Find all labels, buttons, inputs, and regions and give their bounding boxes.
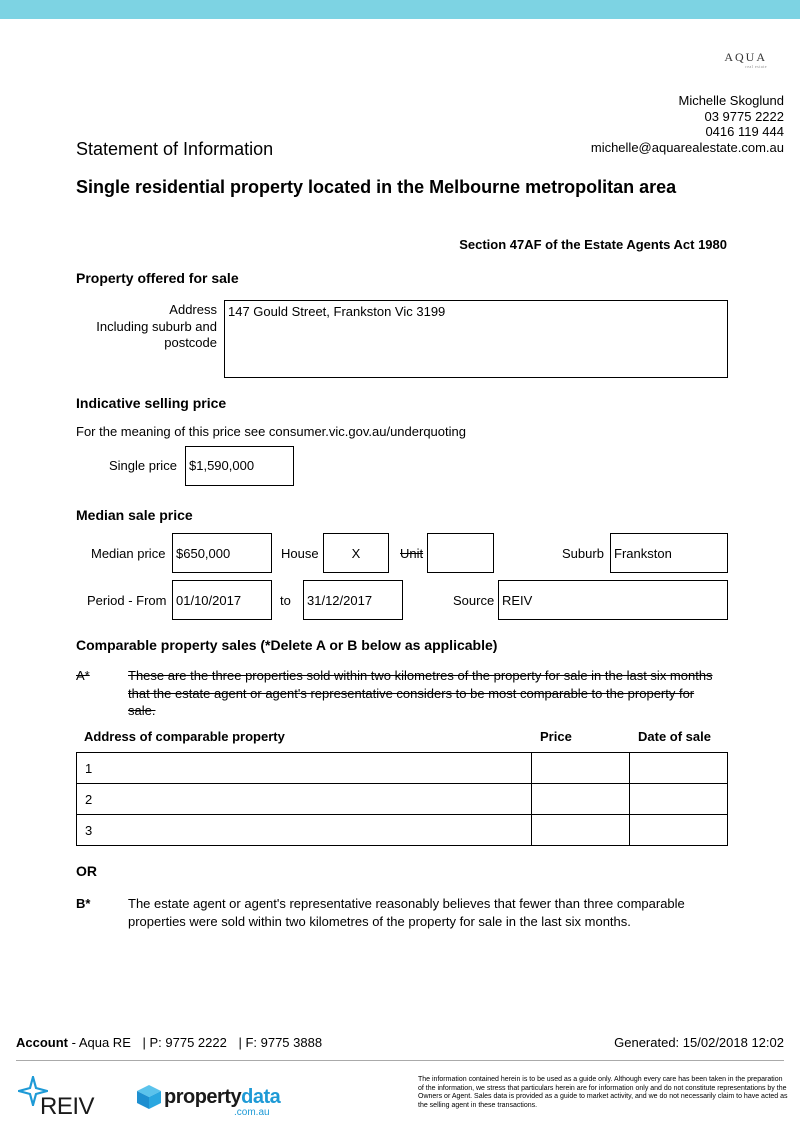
propertydata-logo-sub: .com.au xyxy=(234,1107,270,1118)
footer-divider xyxy=(16,1060,784,1061)
reiv-logo-text: REIV xyxy=(40,1093,95,1120)
median-price-heading: Median sale price xyxy=(76,507,193,523)
comparable-sales-heading: Comparable property sales (*Delete A or B below as applicable) xyxy=(76,637,498,653)
agent-email[interactable]: michelle@aquarealestate.com.au xyxy=(590,139,784,155)
address-label xyxy=(96,302,217,352)
single-price-label: Single price xyxy=(109,458,177,473)
address-label-line: postcode xyxy=(164,335,217,350)
address-label-line: Address xyxy=(169,302,217,317)
median-price-field[interactable]: $650,000 xyxy=(172,533,272,573)
row-number-cell[interactable]: 3 xyxy=(77,815,532,846)
unit-field[interactable] xyxy=(427,533,494,573)
unit-label: Unit xyxy=(400,546,424,561)
price-cell[interactable] xyxy=(532,815,630,846)
source-field[interactable]: REIV xyxy=(498,580,728,620)
agency-logo-text: AQUA xyxy=(724,50,767,64)
pd-logo-accent: data xyxy=(241,1086,281,1108)
propertydata-logo-text xyxy=(164,1086,280,1109)
footer-generated: Generated: 15/02/2018 12:02 xyxy=(614,1035,784,1050)
agent-contact-block xyxy=(591,93,784,155)
option-a-label: A* xyxy=(76,668,90,683)
propertydata-cube-icon xyxy=(136,1084,162,1110)
reiv-logo xyxy=(18,1076,98,1120)
or-separator: OR xyxy=(76,863,97,879)
suburb-label: Suburb xyxy=(562,546,604,561)
comparable-sales-table xyxy=(76,752,728,846)
pd-logo-main: property xyxy=(164,1086,242,1108)
address-label-line: Including suburb and xyxy=(96,318,217,334)
document-title: Statement of Information xyxy=(76,139,274,159)
address-field[interactable]: 147 Gould Street, Frankston Vic 3199 xyxy=(224,300,728,378)
agency-logo xyxy=(724,50,767,69)
agency-logo-tagline: real estate xyxy=(745,64,767,69)
period-from-label: Period - From xyxy=(87,593,167,608)
suburb-field[interactable]: Frankston xyxy=(610,533,728,573)
price-cell[interactable] xyxy=(532,784,630,815)
section-reference: Section 47AF of the Estate Agents Act 1980 xyxy=(459,237,727,252)
agent-phone-mobile: 0416 119 444 xyxy=(705,124,784,139)
footer-account-value: - Aqua RE xyxy=(68,1035,131,1050)
single-price-field[interactable]: $1,590,000 xyxy=(185,446,294,486)
median-price-label: Median price xyxy=(91,546,166,561)
option-b-label: B* xyxy=(76,896,91,911)
row-number-cell[interactable]: 2 xyxy=(77,784,532,815)
date-cell[interactable] xyxy=(630,753,728,784)
footer-account-label: Account xyxy=(16,1035,68,1050)
house-field[interactable]: X xyxy=(323,533,389,573)
top-accent-bar xyxy=(0,0,800,19)
agent-phone-office: 03 9775 2222 xyxy=(704,108,784,124)
period-to-label: to xyxy=(280,593,291,608)
table-row xyxy=(77,784,728,815)
footer-fax: | F: 9775 3888 xyxy=(238,1035,323,1050)
document-heading: Single residential property located in the Melbourne metropolitan area xyxy=(76,177,677,197)
price-cell[interactable] xyxy=(532,753,630,784)
property-offered-heading: Property offered for sale xyxy=(76,270,239,286)
price-meaning-text: For the meaning of this price see consumer.vic.gov.au/underquoting xyxy=(76,424,466,439)
footer-disclaimer: The information contained herein is to be used as a guide only. Although every care has been taken in the preparation of the information, we stress that particulars herein are for information only and do not constitute representations by the Owners or Agent. Sales data is provided as a guide to market activity, and we do not necessarily claim to have acted as the selling agent in these transactions. xyxy=(418,1076,788,1109)
agent-name: Michelle Skoglund xyxy=(678,93,784,108)
table-row xyxy=(77,753,728,784)
option-b-text: The estate agent or agent's representative reasonably believes that fewer than three comparable properties were sold within two kilometres of the property for sale in the last six months. xyxy=(128,896,685,929)
period-to-field[interactable]: 31/12/2017 xyxy=(303,580,403,620)
propertydata-logo xyxy=(136,1082,286,1120)
row-number-cell[interactable]: 1 xyxy=(77,753,532,784)
indicative-price-heading: Indicative selling price xyxy=(76,395,227,411)
date-cell[interactable] xyxy=(630,815,728,846)
source-label: Source xyxy=(453,593,495,608)
col-header-price: Price xyxy=(540,729,572,744)
table-row xyxy=(77,815,728,846)
date-cell[interactable] xyxy=(630,784,728,815)
footer-phone: | P: 9775 2222 xyxy=(142,1035,227,1050)
house-label: House xyxy=(281,546,319,561)
col-header-date: Date of sale xyxy=(638,729,711,744)
footer-account xyxy=(16,1035,322,1050)
col-header-address: Address of comparable property xyxy=(84,729,285,744)
option-a-text: These are the three properties sold within two kilometres of the property for sale in the last six months that the estate agent or agent's representative considers to be most comparable to the property for sale. xyxy=(128,668,713,718)
period-from-field[interactable]: 01/10/2017 xyxy=(172,580,272,620)
